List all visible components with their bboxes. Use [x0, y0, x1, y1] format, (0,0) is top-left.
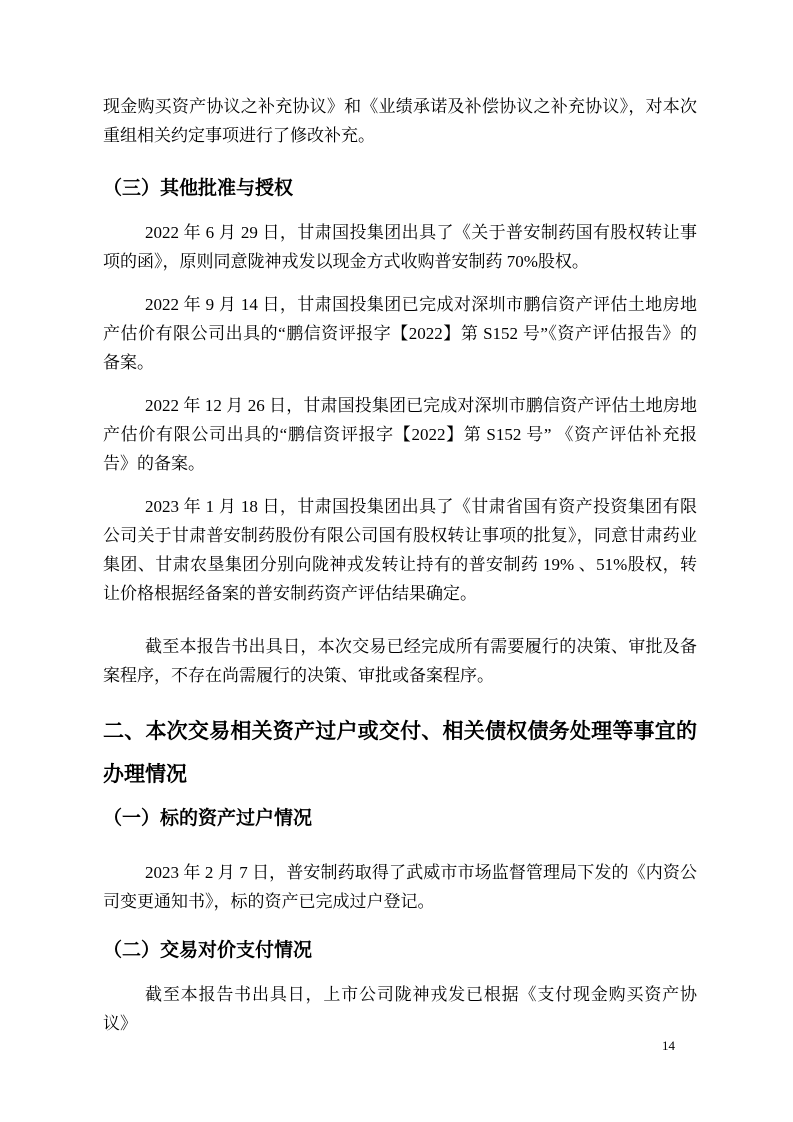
sub-heading-asset-transfer: （一）标的资产过户情况 [103, 808, 313, 829]
body-paragraph: 2022 年 12 月 26 日，甘肃国投集团已完成对深圳市鹏信资产评估土地房地产估价有限公司出具的“鹏信资评报字【2022】第 S152 号” 《资产评估补充报告》的备案。 [103, 396, 697, 473]
section-heading-transfer: 二、本次交易相关资产过户或交付、相关债权债务处理等事宜的办理情况 [103, 720, 697, 786]
sub-heading-payment: （二）交易对价支付情况 [103, 940, 313, 961]
page-number: 14 [662, 1038, 675, 1053]
body-paragraph: 2022 年 9 月 14 日，甘肃国投集团已完成对深圳市鹏信资产评估土地房地产估价有限公司出具的“鹏信资评报字【2022】第 S152 号”《资产评估报告》的备案。 [103, 295, 697, 372]
body-paragraph: 2023 年 1 月 18 日，甘肃国投集团出具了《甘肃省国有资产投资集团有限公司关于甘肃普安制药股份有限公司国有股权转让事项的批复》，同意甘肃药业集团、甘肃农垦集团分别向陇神戎发转让持有的普安制药 19% 、51%股权，转让价格根据经备案的普安制药资产评估结果确定。 [103, 497, 697, 603]
body-paragraph: 2022 年 6 月 29 日，甘肃国投集团出具了《关于普安制药国有股权转让事项的函》，原则同意陇神戎发以现金方式收购普安制药 70%股权。 [103, 223, 697, 271]
body-paragraph: 截至本报告书出具日，上市公司陇神戎发已根据《支付现金购买资产协议》 [103, 985, 697, 1033]
body-paragraph: 截至本报告书出具日，本次交易已经完成所有需要履行的决策、审批及备案程序，不存在尚需履行的决策、审批或备案程序。 [103, 637, 697, 685]
document-body [103, 92, 697, 1038]
continuation-paragraph: 现金购买资产协议之补充协议》和《业绩承诺及补偿协议之补充协议》，对本次重组相关约定事项进行了修改补充。 [103, 97, 697, 145]
section-heading-other-approvals: （三）其他批准与授权 [103, 178, 294, 199]
body-paragraph: 2023 年 2 月 7 日，普安制药取得了武威市市场监督管理局下发的《内资公司变更通知书》，标的资产已完成过户登记。 [103, 863, 697, 911]
